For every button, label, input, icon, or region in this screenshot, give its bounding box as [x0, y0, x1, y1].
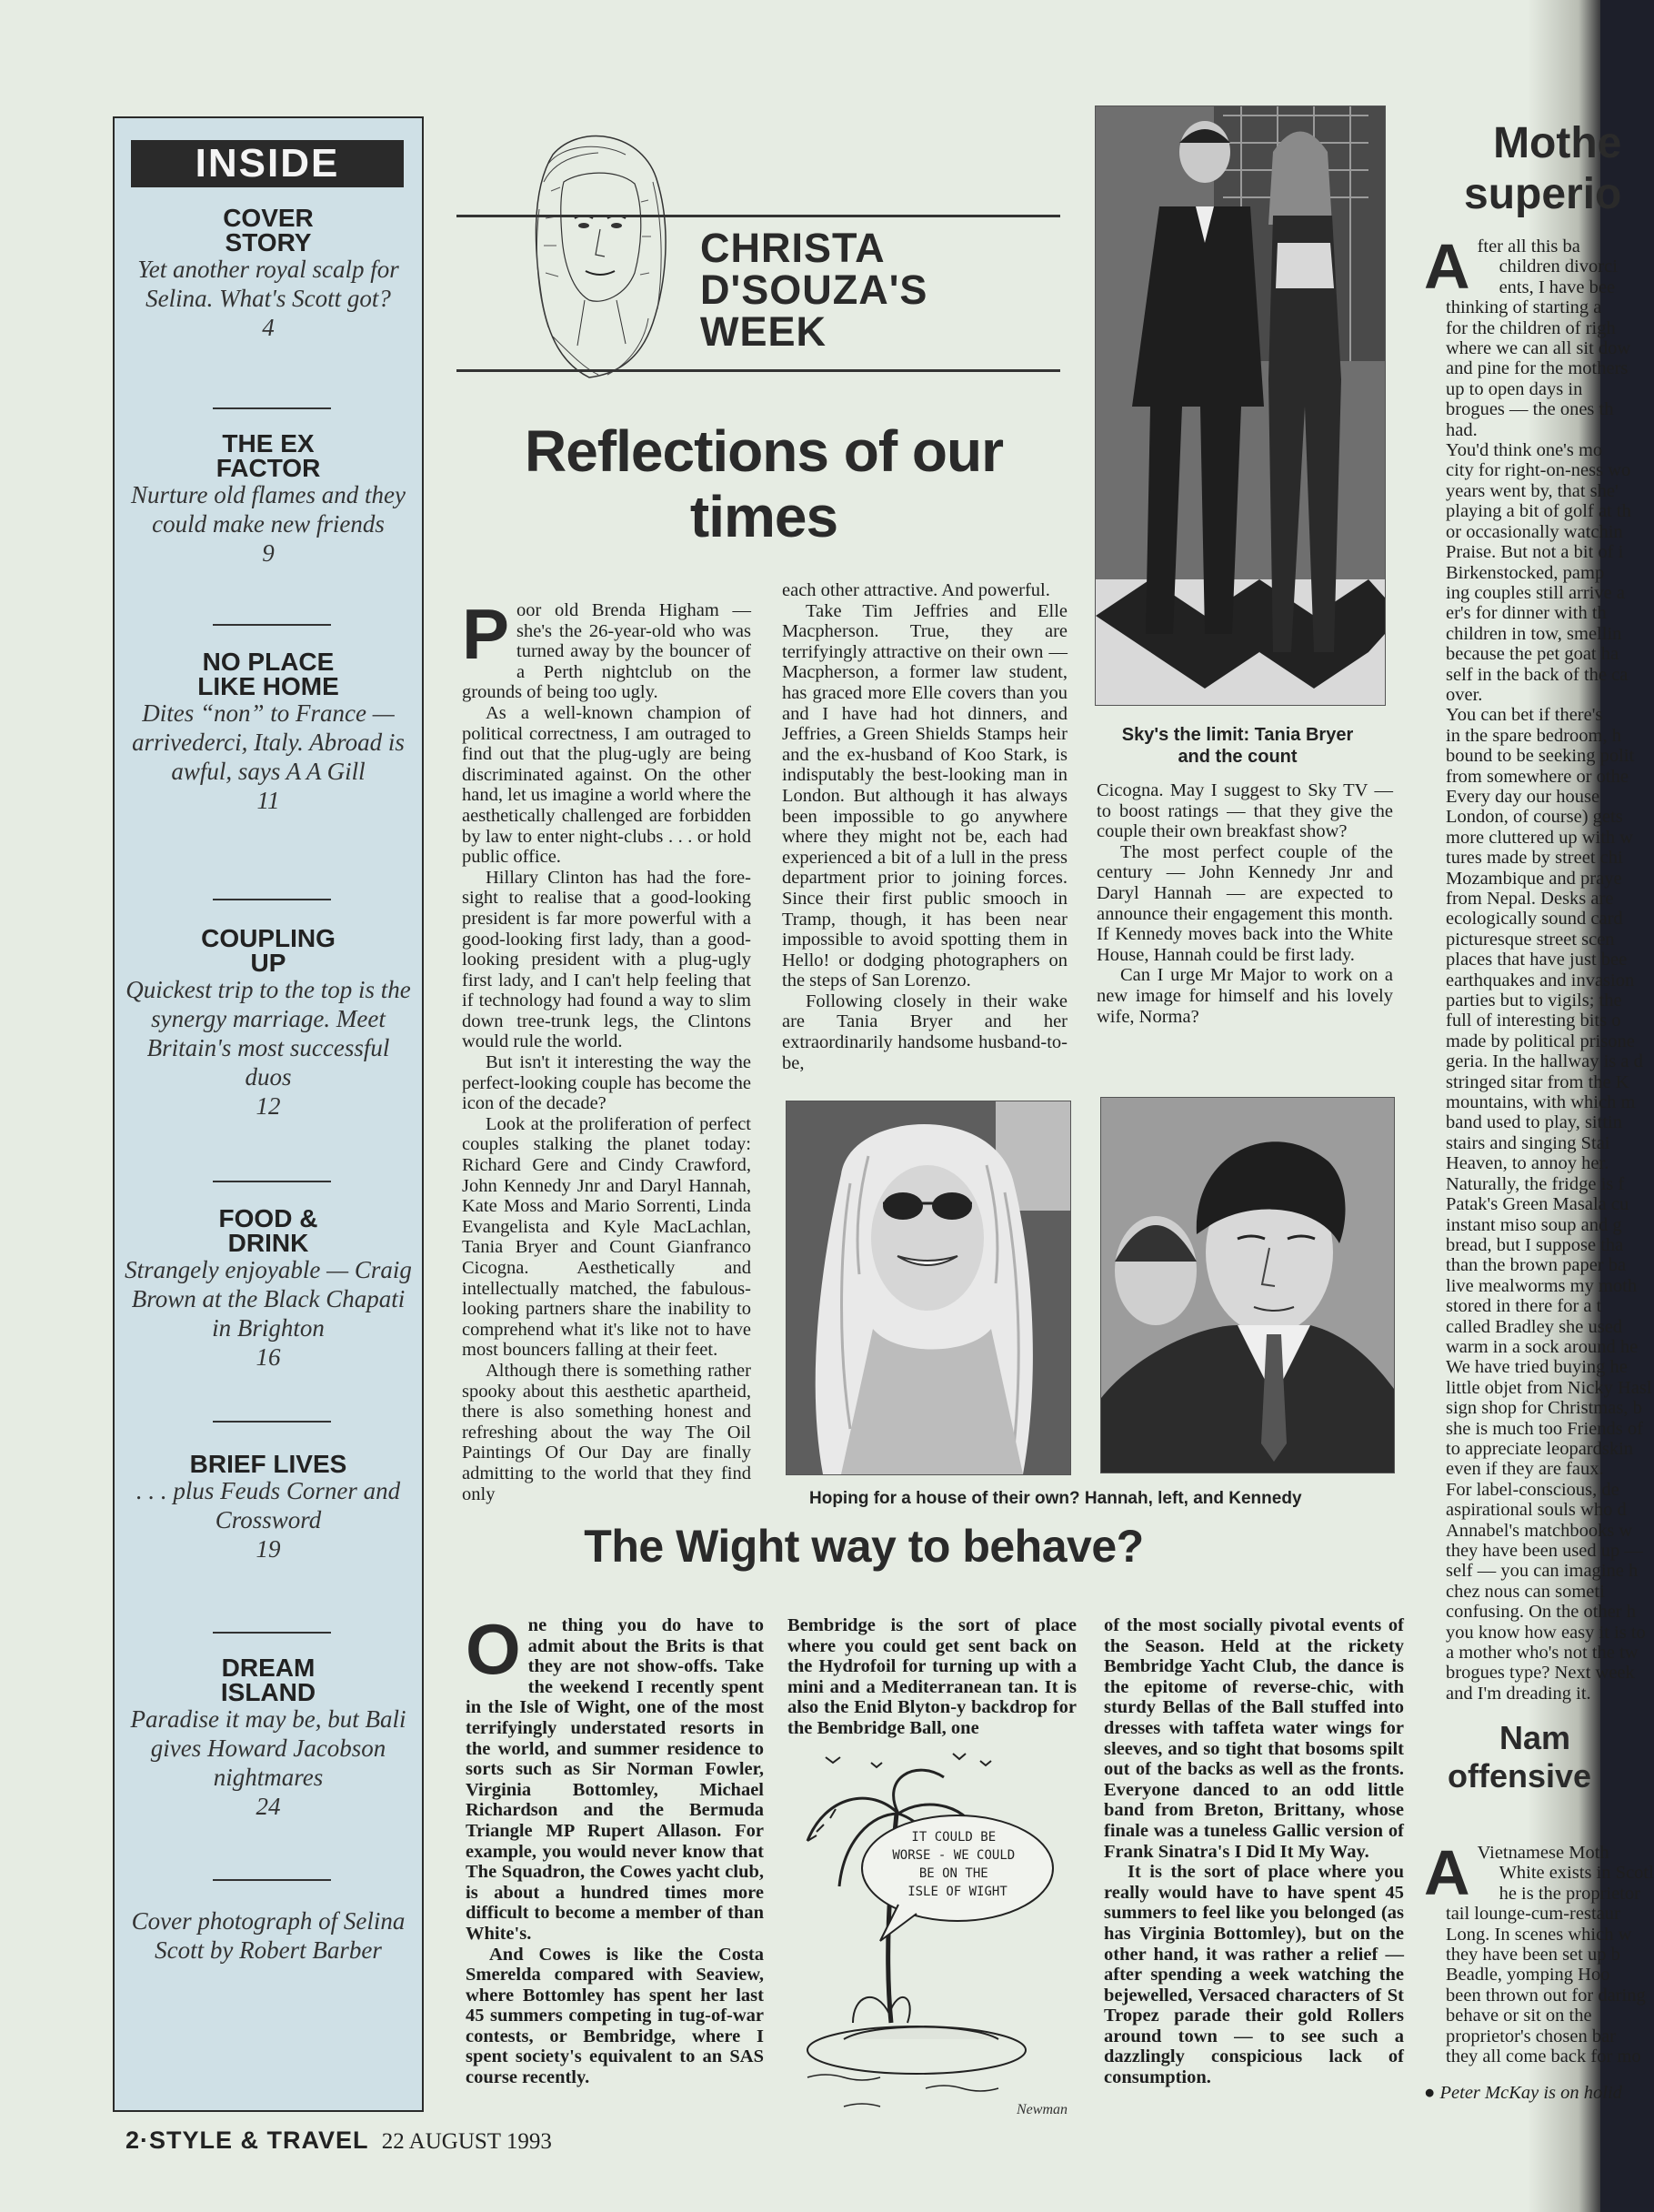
article1-col2-paragraphs — [782, 580, 1068, 1073]
cover-credit: Cover photograph of Selina Scott by Robert Barber — [131, 1907, 406, 1964]
sidebar-item-title: COVER STORY — [223, 204, 314, 256]
sidebar-item-title: DREAM ISLAND — [220, 1654, 316, 1706]
text-line: Naturally, the fridge is f — [1446, 1173, 1625, 1194]
sidebar-item — [124, 206, 413, 342]
sidebar-item-title: NO PLACE LIKE HOME — [197, 648, 339, 700]
right-dropcap-1: A — [1424, 231, 1470, 302]
right-headline-1-line1: Mothe — [1493, 119, 1622, 167]
adjacent-page-column — [1424, 109, 1654, 2128]
text-line: brogues — the ones th — [1446, 399, 1614, 420]
cartoon-signature: Newman — [1017, 2102, 1068, 2117]
text-line: stairs and singing Stai — [1446, 1132, 1610, 1153]
right-headline-1-line2: superio — [1464, 170, 1622, 218]
right-dropcap-2: A — [1424, 1837, 1470, 1908]
text-line: places that have just bee — [1446, 950, 1628, 970]
text-line: brogues type? Next week — [1446, 1663, 1635, 1684]
sidebar-item-page: 9 — [262, 539, 275, 567]
text-line: Beadle, yomping Hoo — [1446, 1965, 1610, 1986]
text-line: You'd think one's mo — [1446, 440, 1603, 461]
right-credit: ● Peter McKay is on holid — [1424, 2083, 1622, 2104]
paragraph: ne thing you do have to admit about the Brits is that they are not show-offs. Take the weekend I recently spent in the Isle of Wight, one of the most terrifyingly understated resorts in the world, and summer residence to sorts such as Sir Norman Fowler, Virginia Bottomley, Michael Richardson and the Bermuda Triangle MP Rupert Allason. For example, you would never know that The Squadron, the Cowes yacht club, is about a hundred times more difficult to become a member of than White's. — [466, 1615, 764, 1944]
column-header — [456, 127, 1060, 400]
right-headline-2-line2: offensive — [1448, 1757, 1592, 1795]
article1-col3-paragraphs — [1097, 780, 1393, 1027]
sidebar-item-page: 19 — [256, 1535, 281, 1563]
article1-column-2 — [782, 580, 1068, 1073]
sidebar-divider — [213, 1181, 331, 1182]
cartoon-speech-text: IT COULD BE WORSE - WE COULD BE ON THE ISLE OF WIGHT — [892, 1830, 1016, 1899]
article2-col3-paragraphs — [1104, 1615, 1404, 2088]
text-line: sign shop for Christmas, b — [1446, 1398, 1642, 1419]
photo-bryer-cicogna — [1095, 106, 1386, 706]
text-line: children in tow, smellin — [1446, 623, 1622, 644]
text-line: chez nous can someti — [1446, 1581, 1605, 1602]
text-line: parties but to vigils; the — [1446, 990, 1622, 1011]
article1-dropcap: P — [462, 594, 510, 674]
article2-dropcap: O — [466, 1609, 521, 1689]
page-footer — [125, 2127, 552, 2155]
paragraph: Hillary Clinton has had the fore-sight to realise that a good-looking president is far more powerful with a good-looking first lady, than a good-looking president with a plug-ugly first lady, and I can't help feeling that if technology had found a way to slim down tree-trunk legs, the Clintons would rule the world. — [462, 867, 751, 1052]
paragraph: The most perfect couple of the century — John Kennedy Jnr and Daryl Hannah — are expected to announce their engagement this month. If Kennedy moves back into the White House, Hannah could be first lady. — [1097, 841, 1393, 965]
right-article-1-lines — [1424, 231, 1652, 1704]
article1-column-3 — [1097, 780, 1393, 1027]
footer-page-number: 2 — [125, 2127, 141, 2154]
sidebar-item-page: 24 — [256, 1793, 281, 1820]
text-line: bound to be seeking polit — [1446, 746, 1635, 767]
text-line: ing couples still arrive a — [1446, 582, 1625, 603]
inside-banner: INSIDE — [131, 140, 404, 187]
paragraph: But isn't it interesting the way the perfect-looking couple has become the icon of the decade? — [462, 1052, 751, 1114]
text-line: and I'm dreading it. — [1446, 1683, 1591, 1704]
text-line: Every day our house — [1446, 786, 1600, 807]
sidebar-item — [124, 1452, 413, 1563]
sidebar-divider — [213, 1632, 331, 1634]
text-line: in the spare bedroom, h — [1446, 725, 1621, 746]
text-line: tures made by street chi — [1446, 848, 1623, 869]
text-line: he is the proprietor — [1499, 1883, 1640, 1904]
text-line: ecologically sound card — [1446, 909, 1623, 930]
paragraph: And Cowes is like the Costa Smerelda compared with Seaview, where Bottomley has spent her last 45 summers competing in tug-of-war contests, or Bembridge, where I spent society's equivalent to an SAS course recently. — [466, 1944, 764, 2088]
text-line: behave or sit on the — [1446, 2006, 1592, 2026]
text-line: been thrown out for daring — [1446, 1985, 1646, 2006]
header-rule-top — [456, 215, 1060, 217]
sidebar-item-desc: Yet another royal scalp for Selina. What's Scott got? — [137, 256, 399, 312]
text-line: instant miso soup and g — [1446, 1214, 1622, 1235]
text-line: ents, I have bee — [1499, 276, 1616, 297]
text-line: up to open days in — [1446, 378, 1583, 399]
text-line: confusing. On the other h — [1446, 1602, 1636, 1623]
text-line: earthquakes and invasion — [1446, 970, 1635, 990]
text-line: than the brown paper ba — [1446, 1255, 1627, 1276]
caption-sky: Sky's the limit: Tania Bryer and the count — [1121, 725, 1354, 767]
sidebar-item-page: 4 — [262, 314, 275, 341]
sidebar-item-page: 16 — [256, 1343, 281, 1371]
paragraph: Bembridge is the sort of place where you could get sent back on the Hydrofoil for turning up with a mini and a Mediterranean tan. It is also the Enid Blyton-y backdrop for the Bembridge Ball, one — [787, 1615, 1077, 1738]
sidebar-item-desc: Paradise it may be, but Bali gives Howard Jacobson nightmares — [130, 1705, 406, 1791]
text-line: city for right-on-ness wo — [1446, 460, 1631, 481]
footer-brand: STYLE & TRAVEL — [149, 2127, 369, 2154]
sidebar-item — [124, 431, 413, 568]
wight-headline: The Wight way to behave? — [584, 1521, 1144, 1572]
text-line: or occasionally watchin — [1446, 521, 1623, 542]
text-line: even if they are faux. — [1446, 1459, 1604, 1480]
text-line: Birkenstocked, pamp — [1446, 562, 1605, 583]
text-line: Vietnamese Moth — [1477, 1843, 1609, 1863]
text-line: stored in there for a t — [1446, 1296, 1602, 1317]
sidebar-item — [124, 926, 413, 1121]
column-title-line1: CHRISTA — [700, 225, 886, 271]
hannah-photo-illustration — [787, 1101, 1070, 1474]
text-line: because the pet goat ha — [1446, 644, 1619, 665]
right-headline-2 — [1448, 1719, 1592, 1795]
text-line: geria. In the hallway is a d — [1446, 1051, 1643, 1072]
text-line: from somewhere or othe — [1446, 766, 1629, 787]
sidebar-divider — [213, 407, 331, 409]
sidebar-divider — [213, 1879, 331, 1881]
sidebar-item-desc: . . . plus Feuds Corner and Crossword — [135, 1477, 401, 1533]
text-line: little objet from Nicky Hasl — [1446, 1377, 1652, 1398]
right-credit-text: Peter McKay is on holid — [1439, 2083, 1622, 2104]
text-line: aspirational souls who d — [1446, 1500, 1627, 1521]
columnist-portrait — [498, 127, 689, 382]
text-line: warm in a sock around he — [1446, 1336, 1639, 1357]
text-line: they all come back for mo — [1446, 2046, 1641, 2067]
text-line: had. — [1446, 419, 1478, 440]
text-line: bread, but I suppose tha — [1446, 1234, 1624, 1255]
sidebar-item — [124, 1206, 413, 1372]
header-rule-bottom — [456, 369, 1060, 372]
text-line: For label-conscious, de — [1446, 1479, 1619, 1500]
paragraph: It is the sort of place where you really would have to have spent 45 summers to feel like you belonged (as has Virginia Bottomley), but on the other hand, it was rather a relief — after spending a week watching the bejewelled, Versaced characters of St Tropez parade their gold Rollers around town — to see such a dazzlingly conspicious lack of consumption. — [1104, 1862, 1404, 2088]
inside-sidebar — [113, 116, 424, 2112]
text-line: picturesque street scen — [1446, 929, 1615, 950]
caption-hannah-kennedy: Hoping for a house of their own? Hannah, left, and Kennedy — [809, 1489, 1302, 1508]
paragraph: As a well-known champion of political correctness, I am outraged to find out that the plug-ugly are being discriminated against. On the other hand, let us imagine a world where the aesthetically challenged are forbidden by law to enter night-clubs . . . or hold public office. — [462, 702, 751, 868]
cartoon-drawing — [789, 1750, 1077, 2125]
text-line: self — you can imagine h — [1446, 1561, 1639, 1582]
article2-column-2 — [787, 1615, 1077, 1739]
text-line: playing a bit of golf at th — [1446, 501, 1631, 522]
sidebar-item-title: COUPLING UP — [201, 924, 336, 977]
text-line: fter all this ba — [1477, 236, 1580, 256]
text-line: band used to play, sittin — [1446, 1112, 1622, 1133]
sidebar-item-title: FOOD & DRINK — [218, 1204, 318, 1257]
isle-of-wight-cartoon — [789, 1750, 1077, 2125]
column-title-line3: WEEK — [700, 308, 827, 355]
text-line: made by political prisone — [1446, 1031, 1635, 1051]
text-line: over. — [1446, 684, 1483, 705]
text-line: Praise. But not a bit of i — [1446, 542, 1624, 563]
paragraph: of the most socially pivotal events of the Season. Held at the rickety Bembridge Yacht Club, the dance is the epitome of reverse-chic, with sturdy Bellas of the Ball stuffed into dresses with taffeta water wings for sleeves, and so tight that bosoms spilt out of the backs as well as the fronts. Everyone danced to an odd little band from Breton, Brittany, whose finale was a tuneless Gallic version of Frank Sinatra's I Did It My Way. — [1104, 1615, 1404, 1862]
column-title-line2: D'SOUZA'S — [700, 266, 928, 313]
text-line: more cluttered up with w — [1446, 827, 1634, 848]
text-line: and pine for the mothers — [1446, 358, 1629, 379]
text-line: Patak's Green Masala cu — [1446, 1194, 1629, 1215]
paragraph: Although there is something rather spooky about this aesthetic apartheid, there is also something honest and refreshing about the way The Oil Paintings Of Our Day are finally admitting to the world that they find only — [462, 1360, 751, 1504]
text-line: stringed sitar from the K — [1446, 1071, 1629, 1092]
paragraph: Cicogna. May I suggest to Sky TV — to boost ratings — that they give the couple their own breakfast show? — [1097, 780, 1393, 842]
text-line: London, of course) gets — [1446, 807, 1623, 828]
photo-hannah — [786, 1101, 1071, 1475]
text-line: you know how easy it is to — [1446, 1622, 1646, 1643]
sidebar-divider — [213, 899, 331, 900]
text-line: years went by, that she' — [1446, 480, 1619, 501]
text-line: for the children of righ — [1446, 317, 1616, 338]
text-line: Mozambique and praye — [1446, 868, 1622, 889]
text-line: they have been set up b — [1446, 1945, 1620, 1966]
sidebar-item-page: 12 — [256, 1092, 281, 1120]
paragraph: oor old Brenda Higham — she's the 26-year-old who was turned away by the bouncer of a Perth nightclub on the grounds of being too ugly. — [462, 600, 751, 703]
article1-column-1 — [462, 594, 751, 1504]
text-line: to appreciate leopardskin — [1446, 1438, 1634, 1459]
text-line: thinking of starting a — [1446, 297, 1602, 318]
sidebar-item-title: BRIEF LIVES — [189, 1450, 347, 1478]
right-headline-1 — [1464, 118, 1621, 220]
sidebar-item-page: 11 — [256, 787, 280, 814]
paragraph: Take Tim Jeffries and Elle Macpherson. True, they are terrifyingly attractive on their own — Macpherson, a former law student, has graced more Elle covers than you and I have had hot dinners, and Jeffries, a Green Shields Stamps heir and the ex-husband of Koo Stark, is indisputably the best-looking man in London. But although it has always been impossible to go anywhere where they might not be, each had experienced a bit of a lull in the press department prior to joining forces. Since their first public smooch in Tramp, though, it has been near impossible to avoid spotting them in Hello! or dodging photographers on the steps of San Lorenzo. — [782, 600, 1068, 991]
sidebar-divider — [213, 1421, 331, 1423]
article-headline: Reflections of our times — [524, 418, 1004, 549]
right-headline-2-line1: Nam — [1499, 1719, 1571, 1756]
text-line: Heaven, to annoy her. — [1446, 1153, 1609, 1174]
text-line: where we can all sit dow — [1446, 338, 1631, 359]
kennedy-photo-illustration — [1101, 1098, 1394, 1473]
text-line: from Nepal. Desks are — [1446, 889, 1614, 909]
photo-kennedy — [1100, 1097, 1395, 1473]
sidebar-divider — [213, 624, 331, 626]
paragraph: each other attractive. And powerful. — [782, 580, 1050, 600]
text-line: proprietor's chosen bar — [1446, 2026, 1616, 2046]
sidebar-item-desc: Nurture old flames and they could make new friends — [131, 481, 406, 538]
text-line: self in the back of the ca — [1446, 664, 1629, 685]
article2-column-1 — [466, 1609, 764, 2088]
couple-photo-illustration — [1096, 106, 1385, 705]
text-line: er's for dinner with th — [1446, 603, 1607, 624]
text-line: Annabel's matchbooks w — [1446, 1520, 1633, 1541]
sidebar-item — [124, 649, 413, 815]
text-line: a mother who's not the tw — [1446, 1643, 1639, 1664]
text-line: You can bet if there's — [1446, 705, 1603, 726]
text-line: called Bradley she used — [1446, 1316, 1623, 1337]
sidebar-item — [124, 1655, 413, 1821]
text-line: live mealworms my moth — [1446, 1275, 1638, 1296]
article1-col1-paragraphs — [462, 594, 751, 1504]
text-line: she is much too Friends of — [1446, 1418, 1643, 1439]
column-title — [700, 227, 927, 353]
paragraph: Following closely in their wake are Tania Bryer and her extraordinarily handsome husband-to-be, — [782, 990, 1068, 1073]
text-line: full of interesting bits o — [1446, 1010, 1621, 1031]
right-article-2 — [1424, 1837, 1654, 2104]
footer-date: 22 AUGUST 1993 — [381, 2129, 552, 2154]
sidebar-item-desc: Dites “non” to France — arrivederci, Italy. Abroad is awful, says A A Gill — [132, 699, 405, 785]
sidebar-item-title: THE EX FACTOR — [216, 429, 321, 482]
text-line: mountains, with which m — [1446, 1092, 1636, 1113]
article2-col2-paragraphs — [787, 1615, 1077, 1739]
text-line: Long. In scenes which w — [1446, 1924, 1632, 1945]
article2-column-3 — [1104, 1615, 1404, 2088]
paragraph: Can I urge Mr Major to work on a new image for himself and his lovely wife, Norma? — [1097, 965, 1393, 1027]
footer-dot: · — [140, 2127, 150, 2154]
sidebar-item-desc: Strangely enjoyable — Craig Brown at the Black Chapati in Brighton — [125, 1256, 412, 1342]
text-line: children divorci — [1499, 256, 1618, 277]
text-line: they have been used up — — [1446, 1541, 1643, 1561]
paragraph: Look at the proliferation of perfect couples stalking the planet today: Richard Gere and Cindy Crawford, John Kennedy Jnr and Daryl Hannah, Kate Moss and Mario Sorrenti, Linda Evangelista and Kyle MacLachlan, Tania Bryer and Count Gianfranco Cicogna. Aesthetically and intellectually matched, the fabulous-looking partners share the inability to comprehend what it's like not to have most bouncers falling at their feet. — [462, 1113, 751, 1361]
text-line: We have tried buying he — [1446, 1357, 1628, 1378]
right-article-1 — [1424, 231, 1652, 1704]
text-line: White exists in Scotl — [1499, 1863, 1654, 1884]
sidebar-item-desc: Quickest trip to the top is the synergy marriage. Meet Britain's most successful duos — [125, 976, 411, 1091]
text-line: tail lounge-cum-restaur — [1446, 1904, 1620, 1925]
